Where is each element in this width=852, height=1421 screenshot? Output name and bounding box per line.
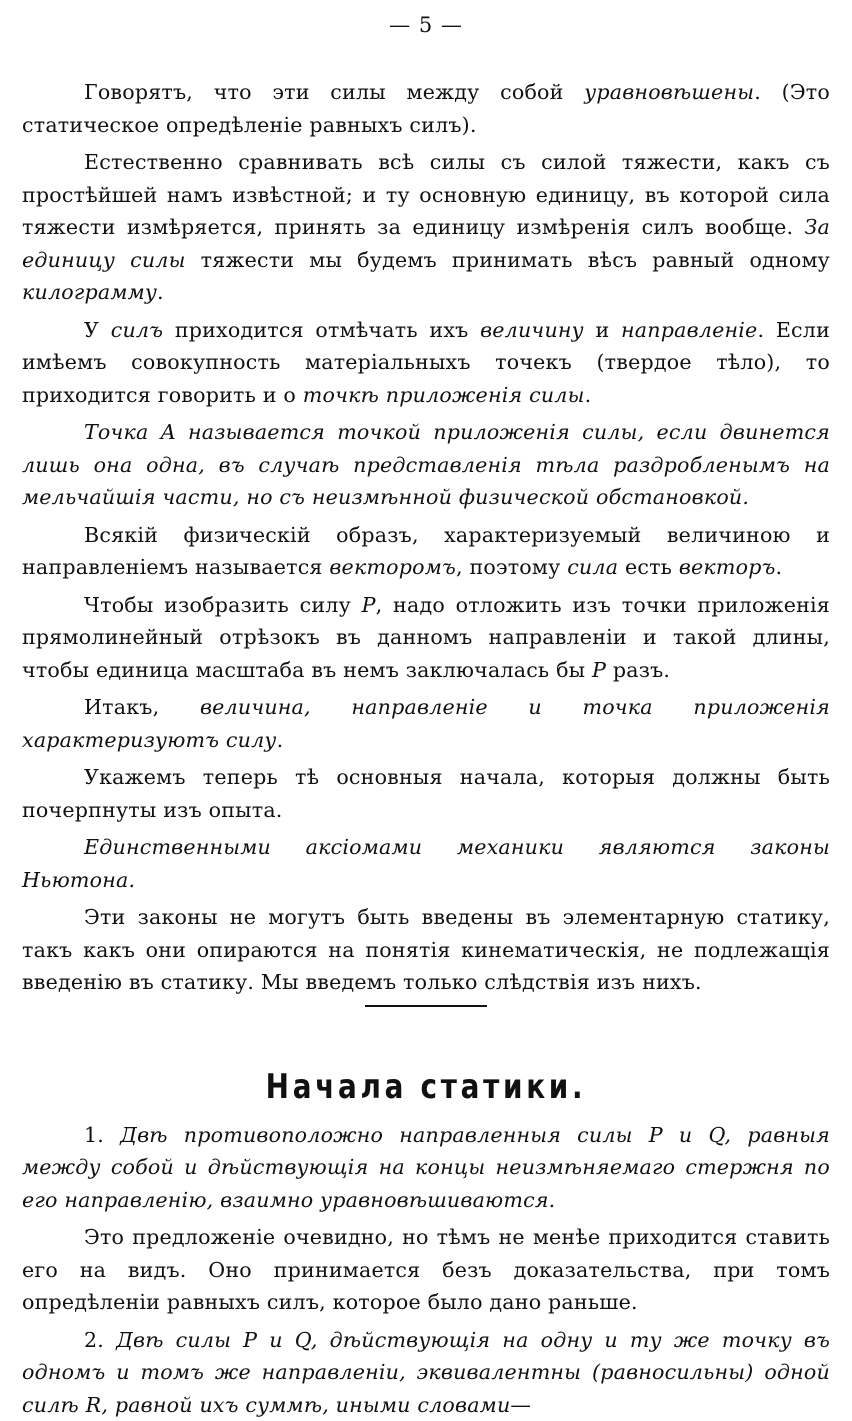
- italic-term: P: [592, 658, 606, 682]
- text-run: Чтобы изобразить силу: [84, 593, 362, 617]
- text-run: .: [277, 728, 284, 752]
- text-run: и: [584, 318, 621, 342]
- paragraph-vector: [22, 519, 830, 584]
- text-run: разъ.: [606, 658, 670, 682]
- principle-number: 1.: [84, 1123, 104, 1147]
- text-run: Говорятъ, что эти силы между собой: [84, 80, 584, 104]
- page-number: — 5 —: [22, 10, 830, 40]
- book-page: [22, 10, 830, 1382]
- italic-term: векторъ: [679, 555, 776, 579]
- paragraph-equilibrium: [22, 76, 830, 141]
- text-run: У: [84, 318, 111, 342]
- italic-term: направленіе: [621, 318, 757, 342]
- italic-term: точкѣ приложенія силы: [303, 383, 585, 407]
- text-run: .: [776, 555, 783, 579]
- text-run: , поэтому: [456, 555, 567, 579]
- paragraph-point-of-application: Точка A называется точкой приложенія силы, если двинется лишь она одна, въ случаѣ представленія тѣла раздробленымъ на мельчайшія части, но съ неизмѣнной физической обстановкой.: [22, 416, 830, 514]
- text-run: Естественно сравнивать всѣ силы съ силой тяжести, какъ съ простѣйшей намъ извѣстной; и ту основную единицу, въ которой сила тяжести измѣряется, принять за единицу измѣренія силъ вообще.: [22, 150, 830, 239]
- text-run: . Если имѣемъ совокупность матеріальныхъ точекъ (твердое тѣло), то приходится говорить и о: [22, 318, 830, 407]
- italic-term: За единицу силы: [22, 215, 830, 272]
- principle-text: Двѣ силы P и Q, дѣйствующія на одну и ту же точку въ одномъ и томъ же направленіи, эквивалентны (равносильны) одной силѣ R, равной ихъ суммѣ, иными словами—: [22, 1328, 830, 1417]
- italic-term: килограмму: [22, 280, 157, 304]
- text-run: . (Это статическое опредѣленіе равныхъ силъ).: [22, 80, 830, 137]
- principle-text: Двѣ противоположно направленныя силы P и Q, равныя между собой и дѣйствующія на концы неизмѣняемаго стержня по его направленію, взаимно уравновѣшиваются.: [22, 1123, 830, 1212]
- italic-term: величина, направленіе и точка приложенія характеризуютъ силу: [22, 695, 830, 752]
- paragraph-principles: Укажемъ теперь тѣ основныя начала, которыя должны быть почерпнуты изъ опыта.: [22, 761, 830, 826]
- text-run: тяжести мы будемъ принимать вѣсъ равный одному: [186, 248, 830, 272]
- paragraph-unit-of-force: [22, 146, 830, 309]
- text-run: .: [157, 280, 164, 304]
- text-run: , надо отложить изъ точки приложенія прямолинейный отрѣзокъ въ данномъ направленіи и такой длины, чтобы единица масштаба въ немъ заключалась бы: [22, 593, 830, 682]
- text-run: .: [585, 383, 592, 407]
- paragraph-laws: Эти законы не могутъ быть введены въ элементарную статику, такъ какъ они опираются на понятія кинематическія, не подлежащія введенію въ статику. Мы введемъ только слѣдствія изъ нихъ.: [22, 901, 830, 999]
- italic-term: силъ: [111, 318, 163, 342]
- italic-term: сила: [567, 555, 618, 579]
- section-divider: [365, 1005, 487, 1007]
- paragraph-newton-axioms: Единственными аксіомами механики являются законы Ньютона.: [22, 831, 830, 896]
- italic-term: векторомъ: [329, 555, 456, 579]
- text-run: есть: [618, 555, 679, 579]
- paragraph-characterize: [22, 691, 830, 756]
- paragraph-draw-force: [22, 589, 830, 687]
- italic-term: величину: [480, 318, 584, 342]
- paragraph-magnitude-direction: [22, 314, 830, 412]
- text-run: Итакъ,: [84, 695, 200, 719]
- principle-number: 2.: [84, 1328, 104, 1352]
- text-run: приходится отмѣчать ихъ: [163, 318, 480, 342]
- italic-term: уравновѣшены: [584, 80, 754, 104]
- statics-principle-2: [22, 1324, 830, 1421]
- section-title: Начала статики.: [95, 1065, 758, 1109]
- statics-principle-1: [22, 1119, 830, 1217]
- text-run: Всякій физическій образъ, характеризуемый величиною и направленіемъ называется: [22, 523, 830, 580]
- statics-commentary: Это предложеніе очевидно, но тѣмъ не менѣе приходится ставить его на видъ. Оно принимается безъ доказательства, при томъ опредѣленіи равныхъ силъ, которое было дано раньше.: [22, 1221, 830, 1319]
- italic-term: P: [362, 593, 376, 617]
